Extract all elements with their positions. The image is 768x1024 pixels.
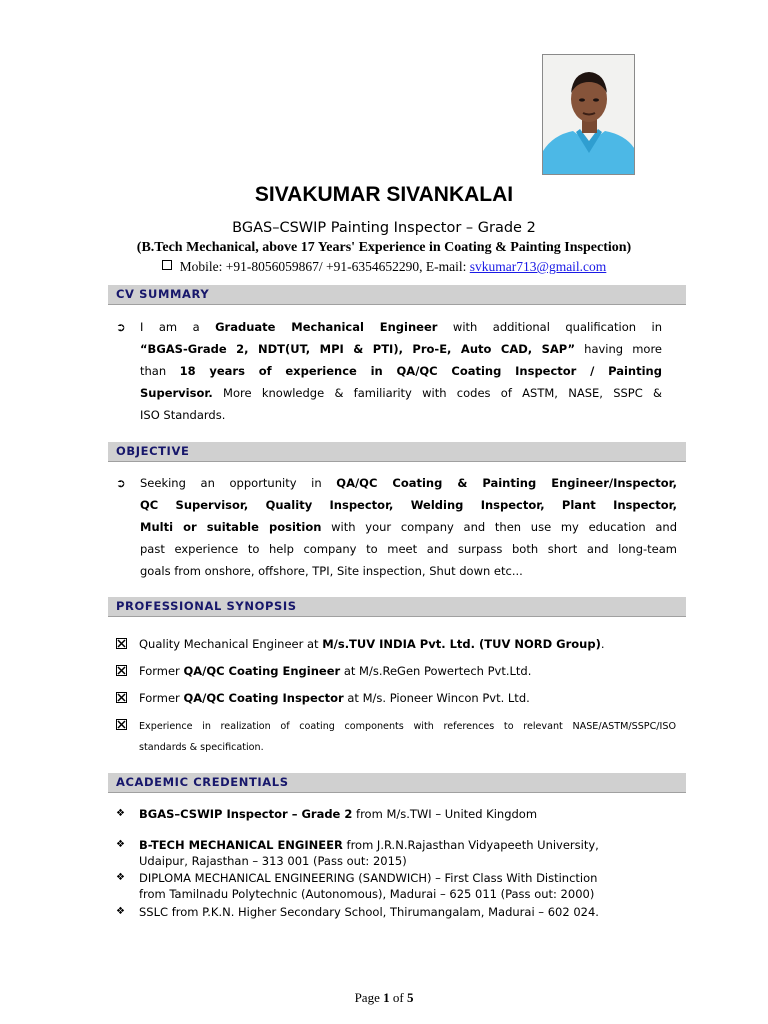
job-title: BGAS–CSWIP Painting Inspector – Grade 2 [232, 220, 536, 236]
email-link[interactable]: svkumar713@gmail.com [469, 259, 607, 274]
objective-paragraph: ➲ Seeking an opportunity in QA/QC Coating & Painting Engineer/Inspector, QC Supervisor, Quality Inspector, Welding Inspector, Plant Inspector, Multi or suitable position with your company and then use my education and past experience to help company to meet and surpass both short and long-team goals from onshore, offshore, TPI, Site inspection, Shut down etc... [140, 472, 677, 582]
contact-text: Mobile: +91-8056059867/ +91-6354652290, E-mail: [179, 259, 470, 274]
cv-summary-paragraph: ➲ I am a Graduate Mechanical Engineer with additional qualification in “BGAS-Grade 2, NDT(UT, MPI & PTI), Pro-E, Auto CAD, SAP” having more than 18 years of experience in QA/QC Coating Inspector / Painting Supervisor. More knowledge & familiarity with codes of ASTM, NASE, SSPC & ISO Standards. [140, 316, 662, 426]
contact-line [0, 258, 768, 276]
diamond-bullet-icon: ❖ [116, 872, 125, 883]
section-title: ACADEMIC CREDENTIALS [116, 775, 289, 789]
checkbox-x-icon [116, 719, 127, 730]
checkbox-x-icon [116, 665, 127, 676]
checkbox-x-icon [116, 692, 127, 703]
synopsis-item: Experience in realization of coating components with references to relevant NASE/ASTM/SSPC/ISO standards & specification. [116, 716, 686, 756]
section-header-objective [108, 442, 686, 462]
academic-item: ❖ DIPLOMA MECHANICAL ENGINEERING (SANDWICH) – First Class With Distinction from Tamilnadu Polytechnic (Autonomous), Madurai – 625 011 (Pass out: 2000) [116, 871, 598, 901]
qualification-subtitle: (B.Tech Mechanical, above 17 Years' Experience in Coating & Painting Inspection) [136, 240, 632, 255]
section-title: PROFESSIONAL SYNOPSIS [116, 599, 297, 613]
right-arrow-icon: ➲ [116, 320, 126, 334]
page-number: Page 1 of 5 [354, 990, 414, 1005]
section-title: OBJECTIVE [116, 444, 190, 458]
diamond-bullet-icon: ❖ [116, 906, 125, 917]
section-header-cv-summary [108, 285, 686, 305]
academic-item: ❖ SSLC from P.K.N. Higher Secondary School, Thirumangalam, Madurai – 602 024. [116, 905, 599, 919]
diamond-bullet-icon: ❖ [116, 808, 125, 819]
right-arrow-icon: ➲ [116, 476, 126, 490]
academic-item: ❖ BGAS–CSWIP Inspector – Grade 2 from M/s.TWI – United Kingdom [116, 807, 538, 821]
checkbox-icon [162, 260, 172, 270]
section-header-professional-synopsis [108, 597, 686, 617]
academic-item: ❖ B-TECH MECHANICAL ENGINEER from J.R.N.Rajasthan Vidyapeeth University, Udaipur, Rajasthan – 313 001 (Pass out: 2015) [116, 838, 599, 868]
section-title: CV SUMMARY [116, 287, 210, 301]
profile-photo [542, 54, 635, 175]
candidate-name: SIVAKUMAR SIVANKALAI [254, 183, 514, 206]
section-header-academic-credentials [108, 773, 686, 793]
diamond-bullet-icon: ❖ [116, 839, 125, 850]
checkbox-x-icon [116, 638, 127, 649]
